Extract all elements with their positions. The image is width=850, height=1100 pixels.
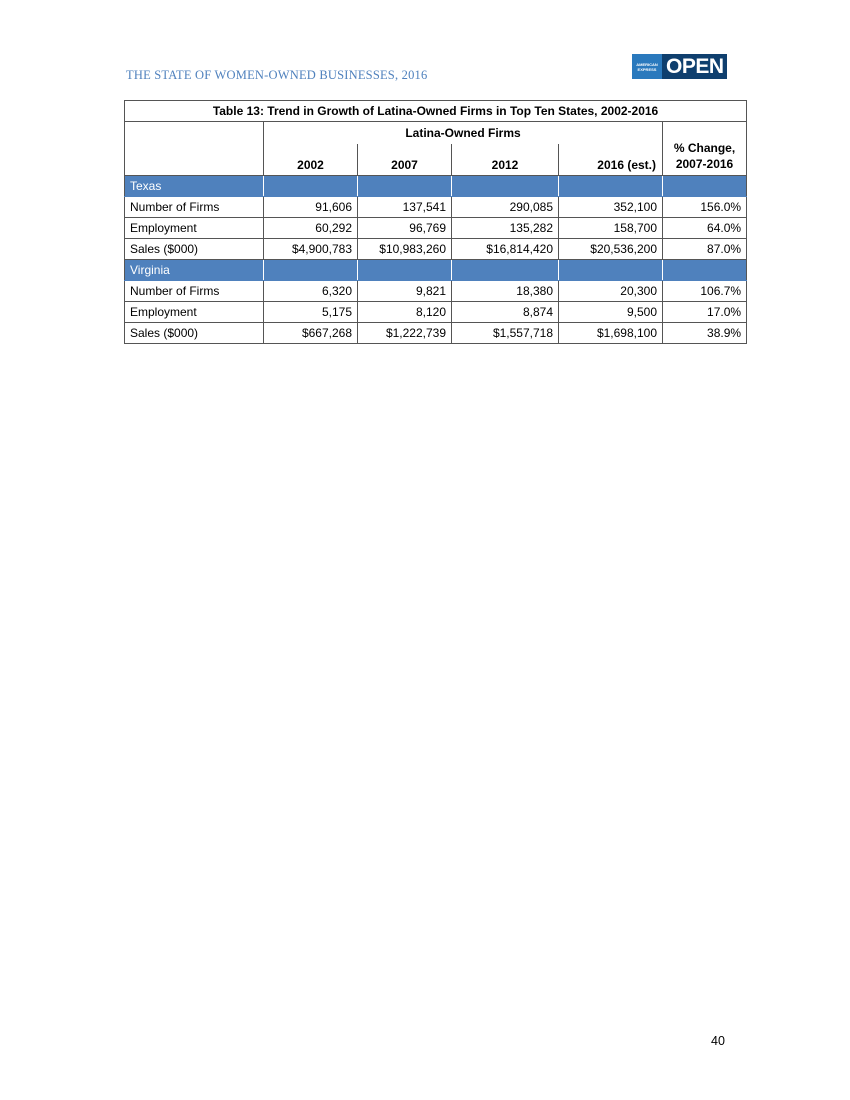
cell-2016: 158,700 [559,218,663,239]
table-row [125,218,747,239]
amex-open-logo [632,54,727,79]
cell-2012: 8,874 [452,302,559,323]
cell-2012: $1,557,718 [452,323,559,344]
pct-change-header [663,122,747,176]
state-row-virginia [125,260,747,281]
cell-2016: 352,100 [559,197,663,218]
cell-pct-change: 87.0% [663,239,747,260]
table-caption: Table 13: Trend in Growth of Latina-Owned Firms in Top Ten States, 2002-2016 [125,101,747,122]
row-label: Employment [125,302,264,323]
cell-2016: 9,500 [559,302,663,323]
cell-2016: 20,300 [559,281,663,302]
state-band-cell [264,260,358,281]
state-band-cell [358,260,452,281]
cell-pct-change: 156.0% [663,197,747,218]
state-band-cell [452,176,559,197]
pct-change-header-line2: 2007-2016 [675,157,734,171]
state-row-texas [125,176,747,197]
cell-2007: $1,222,739 [358,323,452,344]
cell-2012: 290,085 [452,197,559,218]
logo-small-text-1: AMERICAN [636,61,658,67]
state-band-cell [358,176,452,197]
running-header-title: THE STATE OF WOMEN-OWNED BUSINESSES, 2016 [126,68,428,82]
pct-change-header-line1: % Change, [673,141,736,155]
cell-2002: 60,292 [264,218,358,239]
year-header-2002: 2002 [264,144,358,176]
state-name: Texas [125,176,264,197]
year-header-2012: 2012 [452,144,559,176]
cell-2002: $667,268 [264,323,358,344]
cell-2007: $10,983,260 [358,239,452,260]
latina-firms-table [124,100,747,344]
cell-2016: $20,536,200 [559,239,663,260]
cell-2002: 5,175 [264,302,358,323]
row-label-header [125,122,264,176]
cell-2007: 96,769 [358,218,452,239]
year-header-2007: 2007 [358,144,452,176]
amex-logo-box [632,54,662,79]
year-header-2016: 2016 (est.) [559,144,663,176]
cell-pct-change: 64.0% [663,218,747,239]
cell-2012: 18,380 [452,281,559,302]
state-band-cell [663,176,747,197]
table-row [125,281,747,302]
logo-small-text-2: EXPRESS [637,66,657,72]
state-band-cell [559,176,663,197]
state-band-cell [559,260,663,281]
cell-pct-change: 17.0% [663,302,747,323]
cell-2016: $1,698,100 [559,323,663,344]
table-row [125,323,747,344]
cell-2007: 9,821 [358,281,452,302]
cell-2007: 8,120 [358,302,452,323]
cell-pct-change: 38.9% [663,323,747,344]
state-band-cell [264,176,358,197]
logo-open-word: OPEN [662,54,727,79]
cell-pct-change: 106.7% [663,281,747,302]
state-band-cell [452,260,559,281]
cell-2012: $16,814,420 [452,239,559,260]
cell-2012: 135,282 [452,218,559,239]
group-header: Latina-Owned Firms [264,122,663,145]
row-label: Employment [125,218,264,239]
cell-2002: 6,320 [264,281,358,302]
row-label: Sales ($000) [125,239,264,260]
table-row [125,302,747,323]
table-row [125,239,747,260]
state-band-cell [663,260,747,281]
cell-2002: $4,900,783 [264,239,358,260]
row-label: Number of Firms [125,281,264,302]
row-label: Number of Firms [125,197,264,218]
cell-2007: 137,541 [358,197,452,218]
state-name: Virginia [125,260,264,281]
page-number: 40 [711,1034,725,1048]
cell-2002: 91,606 [264,197,358,218]
table-row [125,197,747,218]
row-label: Sales ($000) [125,323,264,344]
